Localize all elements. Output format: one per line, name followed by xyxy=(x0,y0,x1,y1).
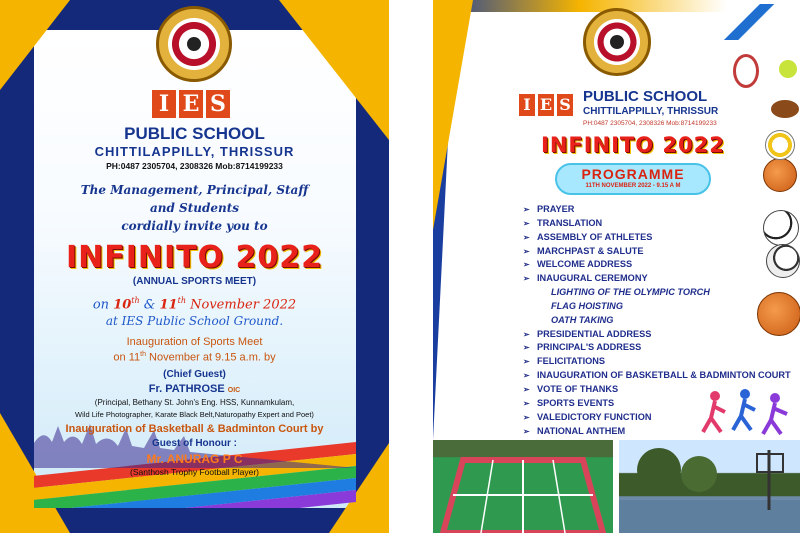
event-title: INFINITO 2022 xyxy=(541,133,725,157)
programme-item xyxy=(523,286,791,300)
volleyball-icon xyxy=(765,130,795,160)
arrow-bullet-icon: ➢ xyxy=(523,384,530,394)
logo-letter: E xyxy=(179,90,203,118)
date-day-1: 10 xyxy=(113,297,132,313)
programme-item-label: TRANSLATION xyxy=(537,217,603,228)
programme-item-label: FLAG HOISTING xyxy=(551,300,623,311)
basketball-court xyxy=(619,440,800,533)
arrow-bullet-icon: ➢ xyxy=(523,260,530,270)
school-emblem xyxy=(156,6,232,82)
arrow-bullet-icon: ➢ xyxy=(523,398,530,408)
tennis-ball-icon xyxy=(779,60,797,78)
chief-guest-suffix: OIC xyxy=(227,387,241,394)
logo-letter: S xyxy=(206,90,230,118)
date-ampersand: & xyxy=(143,297,156,313)
inauguration-on: on 11 xyxy=(113,351,141,364)
programme-item xyxy=(523,341,791,355)
programme-item-label: PRAYER xyxy=(537,204,575,214)
event-subtitle: (ANNUAL SPORTS MEET) xyxy=(132,276,257,287)
ies-logo xyxy=(519,94,573,116)
programme-item-label: MARCHPAST & SALUTE xyxy=(537,245,644,256)
programme-item-label: WELCOME ADDRESS xyxy=(537,259,633,270)
school-name: PUBLIC SCHOOL xyxy=(583,88,708,105)
inauguration-line-1: Inauguration of Sports Meet xyxy=(126,336,263,348)
school-contact: PH:0487 2305704, 2308326 Mob:8714199233 xyxy=(106,161,283,171)
programme-item xyxy=(523,272,791,286)
football-icon xyxy=(763,210,799,246)
programme-date: 11TH NOVEMBER 2022 - 9.15 A M xyxy=(585,183,681,189)
invitation-poster xyxy=(0,0,389,533)
guest-of-honour-name: Mr. ANURAG P C xyxy=(146,452,243,466)
logo-letter: S xyxy=(557,94,573,116)
logo-letter: E xyxy=(539,95,553,114)
school-emblem xyxy=(583,8,651,76)
programme-item-label: FELICITATIONS xyxy=(537,356,606,367)
basketball-icon xyxy=(757,292,800,336)
arrow-bullet-icon: ➢ xyxy=(523,371,530,381)
chief-guest-desc-1: (Principal, Bethany St. John's Eng. HSS, Kunnamkulam, xyxy=(94,398,295,407)
programme-item xyxy=(523,328,791,342)
arrow-bullet-icon: ➢ xyxy=(523,232,530,242)
programme-item-label: INAUGURAL CEREMONY xyxy=(537,273,648,284)
programme-item xyxy=(523,369,791,383)
programme-item-label: VALEDICTORY FUNCTION xyxy=(537,411,652,422)
invite-line-3: cordially invite you to xyxy=(121,219,268,233)
arrow-bullet-icon: ➢ xyxy=(523,218,530,228)
programme-item-label: PRINCIPAL'S ADDRESS xyxy=(537,342,642,353)
date-day-2: 11 xyxy=(159,297,178,313)
programme-item-label: SPORTS EVENTS xyxy=(537,397,615,408)
programme-item xyxy=(523,231,791,245)
arrow-bullet-icon: ➢ xyxy=(523,274,530,284)
programme-item xyxy=(523,258,791,272)
guest-of-honour-desc: (Santhosh Trophy Football Player) xyxy=(130,467,259,477)
chief-guest-label: (Chief Guest) xyxy=(163,369,226,380)
guest-of-honour-label: Guest of Honour : xyxy=(152,438,237,449)
arrow-bullet-icon: ➢ xyxy=(523,412,530,422)
school-location: CHITTILAPPILLY, THRISSUR xyxy=(94,144,295,159)
programme-item xyxy=(523,217,791,231)
programme-item-label: NATIONAL ANTHEM xyxy=(537,425,626,436)
date-month-year: November 2022 xyxy=(190,297,297,313)
invite-line-1: The Management, Principal, Staff xyxy=(80,183,309,197)
arrow-bullet-icon: ➢ xyxy=(523,357,530,367)
gold-corner-top-left xyxy=(0,0,70,90)
date-suffix-2: th xyxy=(177,296,186,305)
football-icon xyxy=(766,244,800,278)
programme-item xyxy=(523,300,791,314)
athletes-illustration xyxy=(697,388,797,438)
chief-guest-name-text: Fr. PATHROSE xyxy=(148,383,225,395)
arrow-bullet-icon: ➢ xyxy=(523,205,530,214)
chief-guest-name xyxy=(0,383,389,395)
programme-title: PROGRAMME xyxy=(581,166,685,182)
programme-badge xyxy=(555,163,711,195)
inauguration-suffix: th xyxy=(140,351,146,358)
runner-silhouette-icon xyxy=(721,4,781,40)
event-title: INFINITO 2022 xyxy=(65,240,324,275)
programme-item-label: ASSEMBLY OF ATHLETES xyxy=(537,231,653,242)
programme-item-label: VOTE OF THANKS xyxy=(537,383,619,394)
arrow-bullet-icon: ➢ xyxy=(523,246,530,256)
programme-item xyxy=(523,314,791,328)
gold-edge xyxy=(433,0,473,230)
badminton-court xyxy=(433,440,613,533)
tennis-racket-icon xyxy=(733,54,759,88)
programme-item-label: LIGHTING OF THE OLYMPIC TORCH xyxy=(551,287,710,298)
event-date xyxy=(0,296,389,312)
programme-poster xyxy=(433,0,800,533)
court-photo-1 xyxy=(433,440,613,533)
programme-item xyxy=(523,245,791,259)
basketball-icon xyxy=(763,158,797,192)
gold-corner-top-right xyxy=(279,0,389,140)
school-name: PUBLIC SCHOOL xyxy=(124,124,265,143)
ies-logo xyxy=(152,90,230,118)
programme-item-label: INAUGURATION OF BASKETBALL & BADMINTON COURT xyxy=(537,370,791,381)
chief-guest-desc-2: Wild Life Photographer, Karate Black Belt,Naturopathy Expert and Poet) xyxy=(75,410,314,419)
arrow-bullet-icon: ➢ xyxy=(523,343,530,353)
date-on: on xyxy=(92,297,110,313)
date-suffix-1: th xyxy=(131,296,140,305)
arrow-bullet-icon: ➢ xyxy=(523,426,530,436)
event-venue: at IES Public School Ground. xyxy=(105,314,284,328)
invite-line-2: and Students xyxy=(149,201,240,215)
court-inauguration: Inauguration of Basketball & Badminton Court by xyxy=(65,423,324,435)
inauguration-time: November at 9.15 a.m. by xyxy=(149,351,276,364)
programme-item-label: OATH TAKING xyxy=(551,314,614,325)
arrow-bullet-icon: ➢ xyxy=(523,329,530,339)
logo-letter: I xyxy=(152,90,176,118)
inauguration-line-2 xyxy=(0,351,389,364)
logo-letter: I xyxy=(519,94,535,116)
school-contact: PH:0487 2305704, 2308326 Mob:8714199233 xyxy=(583,120,717,127)
rugby-ball-icon xyxy=(771,100,799,118)
programme-item xyxy=(523,355,791,369)
programme-item xyxy=(523,203,791,217)
school-location: CHITTILAPPILLY, THRISSUR xyxy=(583,106,719,117)
court-photo-2 xyxy=(619,440,800,533)
programme-item-label: PRESIDENTIAL ADDRESS xyxy=(537,328,652,339)
